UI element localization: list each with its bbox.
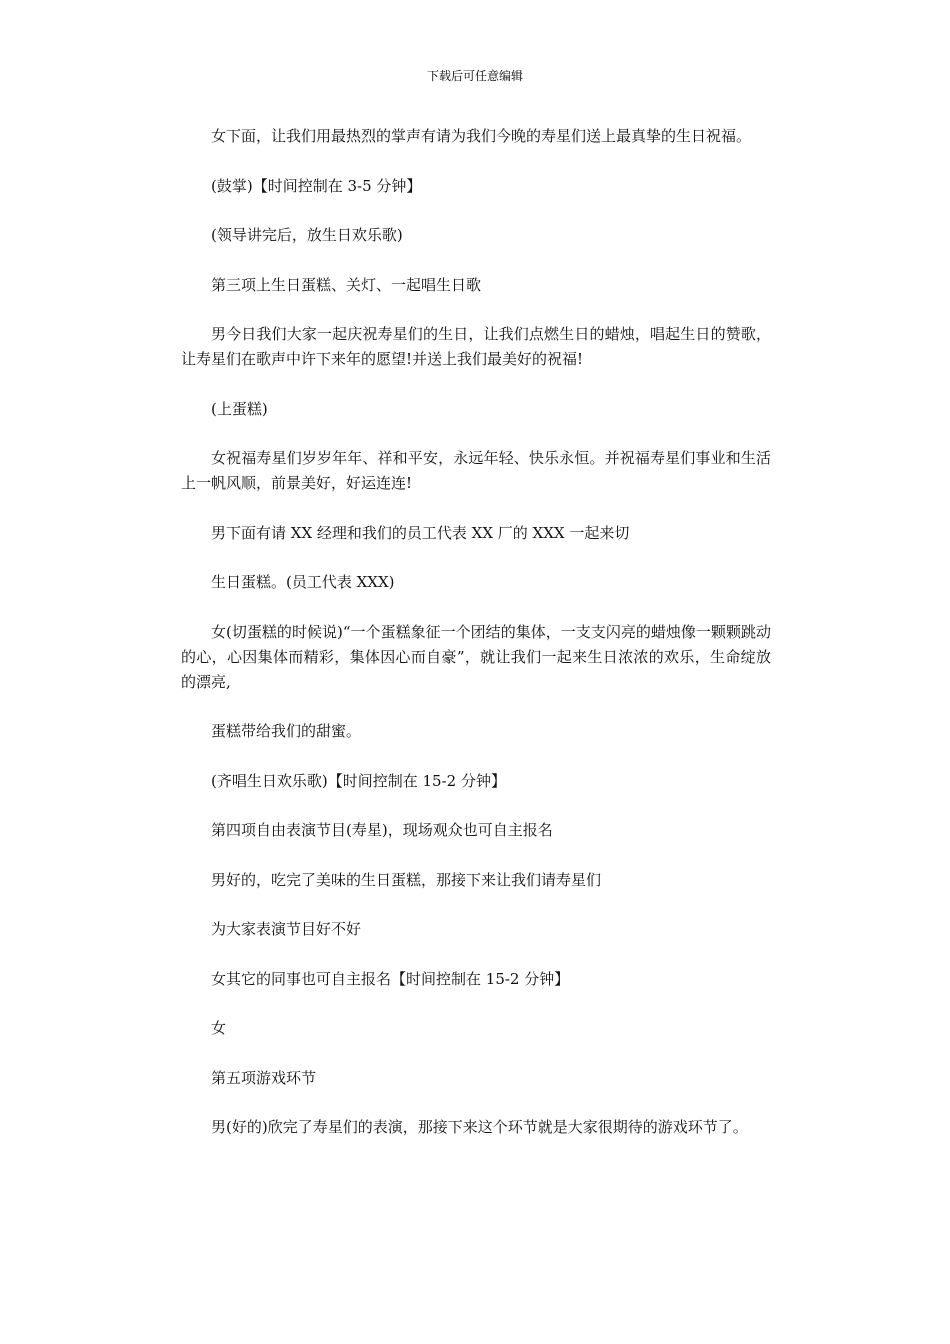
paragraph: (鼓掌)【时间控制在 3-5 分钟】 — [211, 176, 422, 195]
paragraph: 为大家表演节目好不好 — [211, 920, 362, 938]
page-header: 下载后可任意编辑 — [426, 69, 523, 83]
paragraph: 女其它的同事也可自主报名【时间控制在 15-2 分钟】 — [211, 969, 570, 988]
paragraph: 男(好的)欣完了寿星们的表演，那接下来这个环节就是大家很期待的游戏环节了。 — [211, 1118, 748, 1136]
paragraph: (齐唱生日欢乐歌)【时间控制在 15-2 分钟】 — [211, 771, 506, 790]
paragraph: 女(切蛋糕的时候说)“一个蛋糕象征一个团结的集体，一支支闪亮的蜡烛像一颗颗跳动的心，心因集体而精彩，集体因心而自豪”，就让我们一起来生日浓浓的欢乐，生命绽放的漂亮, — [181, 622, 771, 691]
paragraph: 男下面有请 XX 经理和我们的员工代表 XX 厂的 XXX 一起来切 — [211, 523, 630, 542]
paragraph: 第四项自由表演节目(寿星)，现场观众也可自主报名 — [211, 821, 553, 839]
paragraph: 男今日我们大家一起庆祝寿星们的生日，让我们点燃生日的蜡烛，唱起生日的赞歌，让寿星们在歌声中许下来年的愿望!并送上我们最美好的祝福! — [181, 325, 771, 368]
paragraph: (上蛋糕) — [211, 399, 268, 418]
paragraph: 女祝福寿星们岁岁年年、祥和平安，永远年轻、快乐永恒。并祝福寿星们事业和生活上一帆风顺，前景美好，好运连连! — [181, 449, 771, 492]
paragraph: (领导讲完后，放生日欢乐歌) — [211, 226, 403, 244]
paragraph: 女下面，让我们用最热烈的掌声有请为我们今晚的寿星们送上最真挚的生日祝福。 — [211, 127, 752, 145]
document-body — [181, 124, 771, 1165]
paragraph: 第五项游戏环节 — [211, 1068, 317, 1087]
paragraph: 生日蛋糕。(员工代表 XXX) — [211, 573, 395, 591]
paragraph: 第三项上生日蛋糕、关灯、一起唱生日歌 — [211, 275, 482, 294]
paragraph: 蛋糕带给我们的甜蜜。 — [211, 722, 362, 740]
paragraph: 男好的，吃完了美味的生日蛋糕，那接下来让我们请寿星们 — [211, 870, 602, 889]
paragraph: 女 — [211, 1019, 227, 1037]
